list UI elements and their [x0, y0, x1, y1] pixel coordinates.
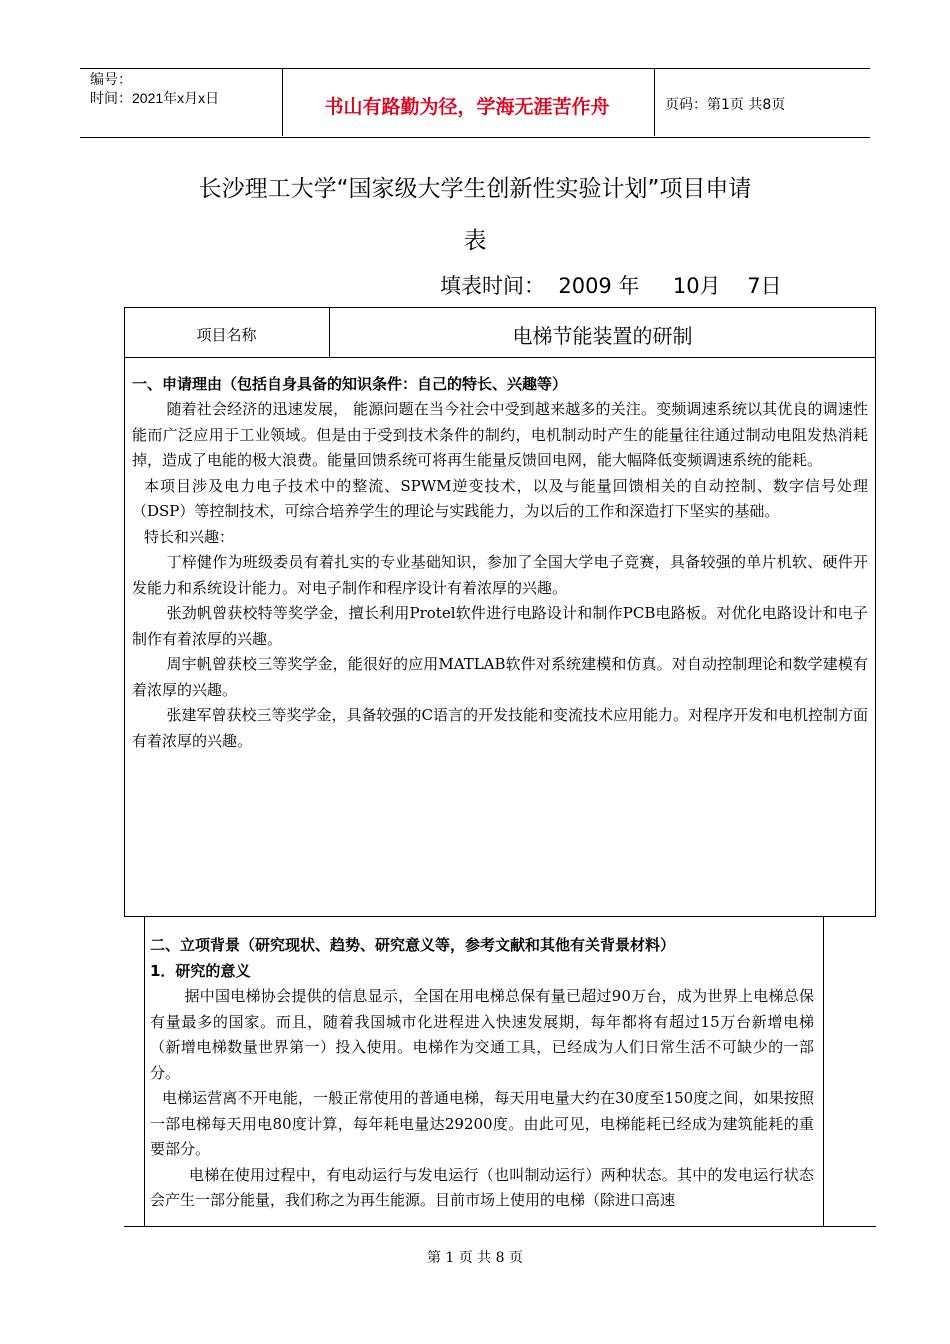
section2-border-left — [144, 916, 145, 1226]
section2-paragraph: 电梯在使用过程中，有电动运行与发电运行（也叫制动运行）两种状态。其中的发电运行状态会产生一部分能量，我们称之为再生能源。目前市场上使用的电梯（除进口高速 — [150, 1165, 814, 1209]
section1-heading: 一、申请理由（包括自身具备的知识条件：自己的特长、兴趣等） — [132, 375, 568, 393]
section1-paragraph: 张建军曾获校三等奖学金，具备较强的C语言的开发技能和变流技术应用能力。对程序开发和电机控制方面有着浓厚的兴趣。 — [132, 706, 868, 750]
project-name-label: 项目名称 — [196, 326, 257, 344]
fill-date: 填表时间： 2009 年 10月 7日 — [440, 274, 782, 298]
section1-paragraph: 周宇帆曾获校三等奖学金，能很好的应用MATLAB软件对系统建模和仿真。对自动控制理论和数学建模有着浓厚的兴趣。 — [132, 655, 868, 699]
section2-border-right — [823, 916, 824, 1226]
time-label: 时间：2021年x月x日 — [90, 90, 220, 106]
section2-border-bottom — [124, 1226, 876, 1227]
header-divider-right — [654, 68, 655, 136]
section1-paragraph: 丁梓健作为班级委员有着扎实的专业基础知识，参加了全国大学电子竞赛，具备较强的单片机软、硬件开发能力和系统设计能力。对电子制作和程序设计有着浓厚的兴趣。 — [132, 553, 868, 597]
section-application-reason — [132, 372, 868, 754]
page-title-line2: 表 — [463, 228, 487, 254]
page-footer: 第 1 页 共 8 页 — [426, 1250, 524, 1266]
section2-paragraph: 电梯运营离不开电能，一般正常使用的普通电梯，每天用电量大约在30度至150度之间，如果按照一部电梯每天用电80度计算，每年耗电量达29200度。由此可见，电梯能耗已经成为建筑能耗的重要部分。 — [150, 1089, 814, 1158]
section1-paragraph: 张劲帆曾获校特等奖学金，擅长利用Protel软件进行电路设计和制作PCB电路板。对优化电路设计和电子制作有着浓厚的兴趣。 — [132, 604, 868, 648]
section1-paragraph: 本项目涉及电力电子技术中的整流、SPWM逆变技术，以及与能量回馈相关的自动控制、数字信号处理（DSP）等控制技术，可综合培养学生的理论与实践能力，为以后的工作和深造打下坚实的基础。 — [132, 476, 868, 520]
header-meta — [90, 70, 219, 108]
page-title-line1: 长沙理工大学“国家级大学生创新性实验计划”项目申请 — [198, 176, 752, 202]
section-project-background — [150, 932, 814, 1214]
project-name-value: 电梯节能装置的研制 — [512, 324, 693, 348]
section2-heading: 二、立项背景（研究现状、趋势、研究意义等，参考文献和其他有关背景材料） — [150, 936, 676, 954]
header-page-info: 页码：第1页 共8页 — [665, 97, 786, 113]
table-row-divider — [124, 357, 876, 358]
section2-subheading: 1．研究的意义 — [150, 962, 251, 980]
number-label: 编号： — [90, 71, 132, 87]
header-motto: 书山有路勤为径，学海无涯苦作舟 — [324, 96, 610, 118]
section1-paragraph: 随着社会经济的迅速发展， 能源问题在当今社会中受到越来越多的关注。变频调速系统以其优良的调速性能而广泛应用于工业领域。但是由于受到技术条件的制约，电机制动时产生的能量往往通过制动电阻发热消耗掉，造成了电能的极大浪费。能量回馈系统可将再生能量反馈回电网，能大幅降低变频调速系统的能耗。 — [132, 400, 868, 469]
section1-subheading: 特长和兴趣： — [144, 527, 235, 546]
section2-paragraph: 据中国电梯协会提供的信息显示，全国在用电梯总保有量已超过90万台，成为世界上电梯总保有量最多的国家。而且，随着我国城市化进程进入快速发展期，每年都将有超过15万台新增电梯（新增电梯数量世界第一）投入使用。电梯作为交通工具，已经成为人们日常生活不可缺少的一部分。 — [150, 987, 814, 1082]
